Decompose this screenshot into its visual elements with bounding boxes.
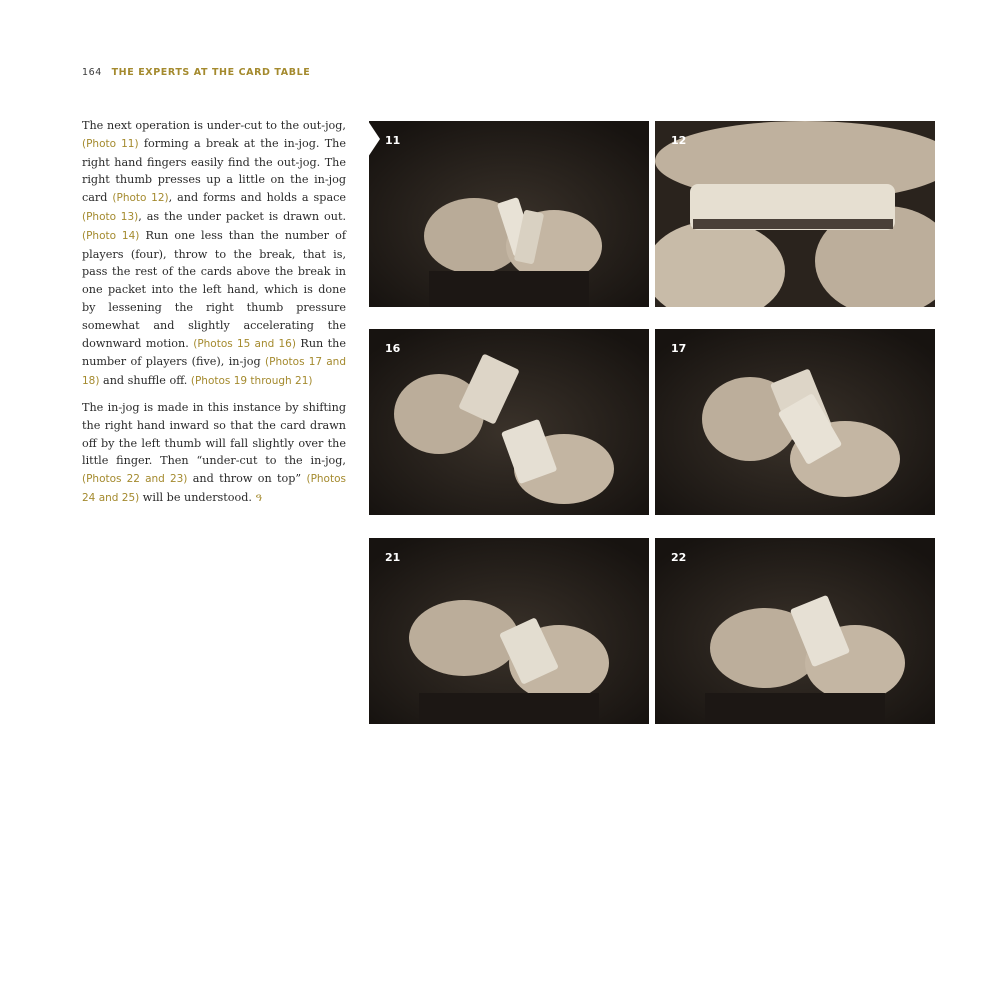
photo-11 bbox=[369, 121, 649, 307]
photo-reference: (Photos 17 and 18) bbox=[82, 356, 346, 388]
text-run: The next operation is under-cut to the out-jog, bbox=[82, 119, 346, 132]
text-run: Run the number of players (five), in-jog bbox=[82, 336, 346, 369]
page-tab-marker bbox=[368, 121, 380, 157]
text-run: will be understood. bbox=[139, 490, 256, 504]
photo-16 bbox=[369, 329, 649, 515]
text-run: , as the under packet is drawn out. bbox=[138, 209, 346, 223]
photo-reference: (Photo 13) bbox=[82, 210, 139, 223]
photo-reference: (Photo 14) bbox=[82, 229, 140, 242]
photo-label: 17 bbox=[671, 342, 687, 355]
photo-21 bbox=[369, 538, 649, 724]
photo-label: 22 bbox=[671, 551, 687, 564]
photo-reference: (Photo 11) bbox=[82, 137, 139, 150]
hands-holding-cards-illustration bbox=[369, 121, 649, 307]
paragraph-2 bbox=[82, 399, 346, 508]
photo-label: 21 bbox=[385, 551, 401, 564]
running-header bbox=[82, 67, 310, 78]
text-run: and shuffle off. bbox=[99, 374, 191, 388]
running-title: THE EXPERTS AT THE CARD TABLE bbox=[111, 67, 311, 78]
body-text bbox=[82, 117, 346, 516]
photo-label: 12 bbox=[671, 134, 687, 147]
page-number: 164 bbox=[82, 67, 102, 78]
photo-reference: (Photos 22 and 23) bbox=[82, 473, 188, 486]
photo-reference: (Photos 24 and 25) bbox=[82, 473, 346, 504]
photo-reference: (Photos 19 through 21) bbox=[190, 375, 313, 388]
photo-label: 11 bbox=[385, 134, 401, 147]
text-run: , and forms and holds a space bbox=[168, 191, 347, 205]
text-run: Run one less than the number of players (four), throw to the break, that is, pass the rest of the cards above the break in one packet into the left hand, which is done by lessening the right thumb pressure somewhat and slightly accelerating the downward motion. bbox=[82, 228, 346, 350]
photo-reference: (Photo 12) bbox=[112, 192, 169, 205]
photo-reference: (Photos 15 and 16) bbox=[193, 337, 296, 350]
text-run: The in-jog is made in this instance by shifting the right hand inward so that the card drawn off by the left thumb will fall slightly over the little finger. Then “under-cut to the in-jog, bbox=[82, 400, 346, 468]
photo-17 bbox=[655, 329, 935, 515]
photo-12 bbox=[655, 121, 935, 307]
text-run: and throw on top” bbox=[187, 472, 307, 486]
hands-undercut-illustration bbox=[655, 538, 935, 724]
hands-injog-illustration bbox=[655, 329, 935, 515]
text-run: forming a break at the in-jog. The right hand fingers easily find the out-jog. The right thumb presses up a little on the in-jog card bbox=[82, 136, 346, 205]
paragraph-1 bbox=[82, 117, 346, 391]
end-of-section-icon: ዓ bbox=[255, 490, 263, 504]
hands-shuffle-off-illustration bbox=[369, 538, 649, 724]
photo-label: 16 bbox=[385, 342, 401, 355]
hands-throwing-cards-illustration bbox=[369, 329, 649, 515]
closeup-deck-in-hands-illustration bbox=[655, 121, 935, 307]
photo-22 bbox=[655, 538, 935, 724]
